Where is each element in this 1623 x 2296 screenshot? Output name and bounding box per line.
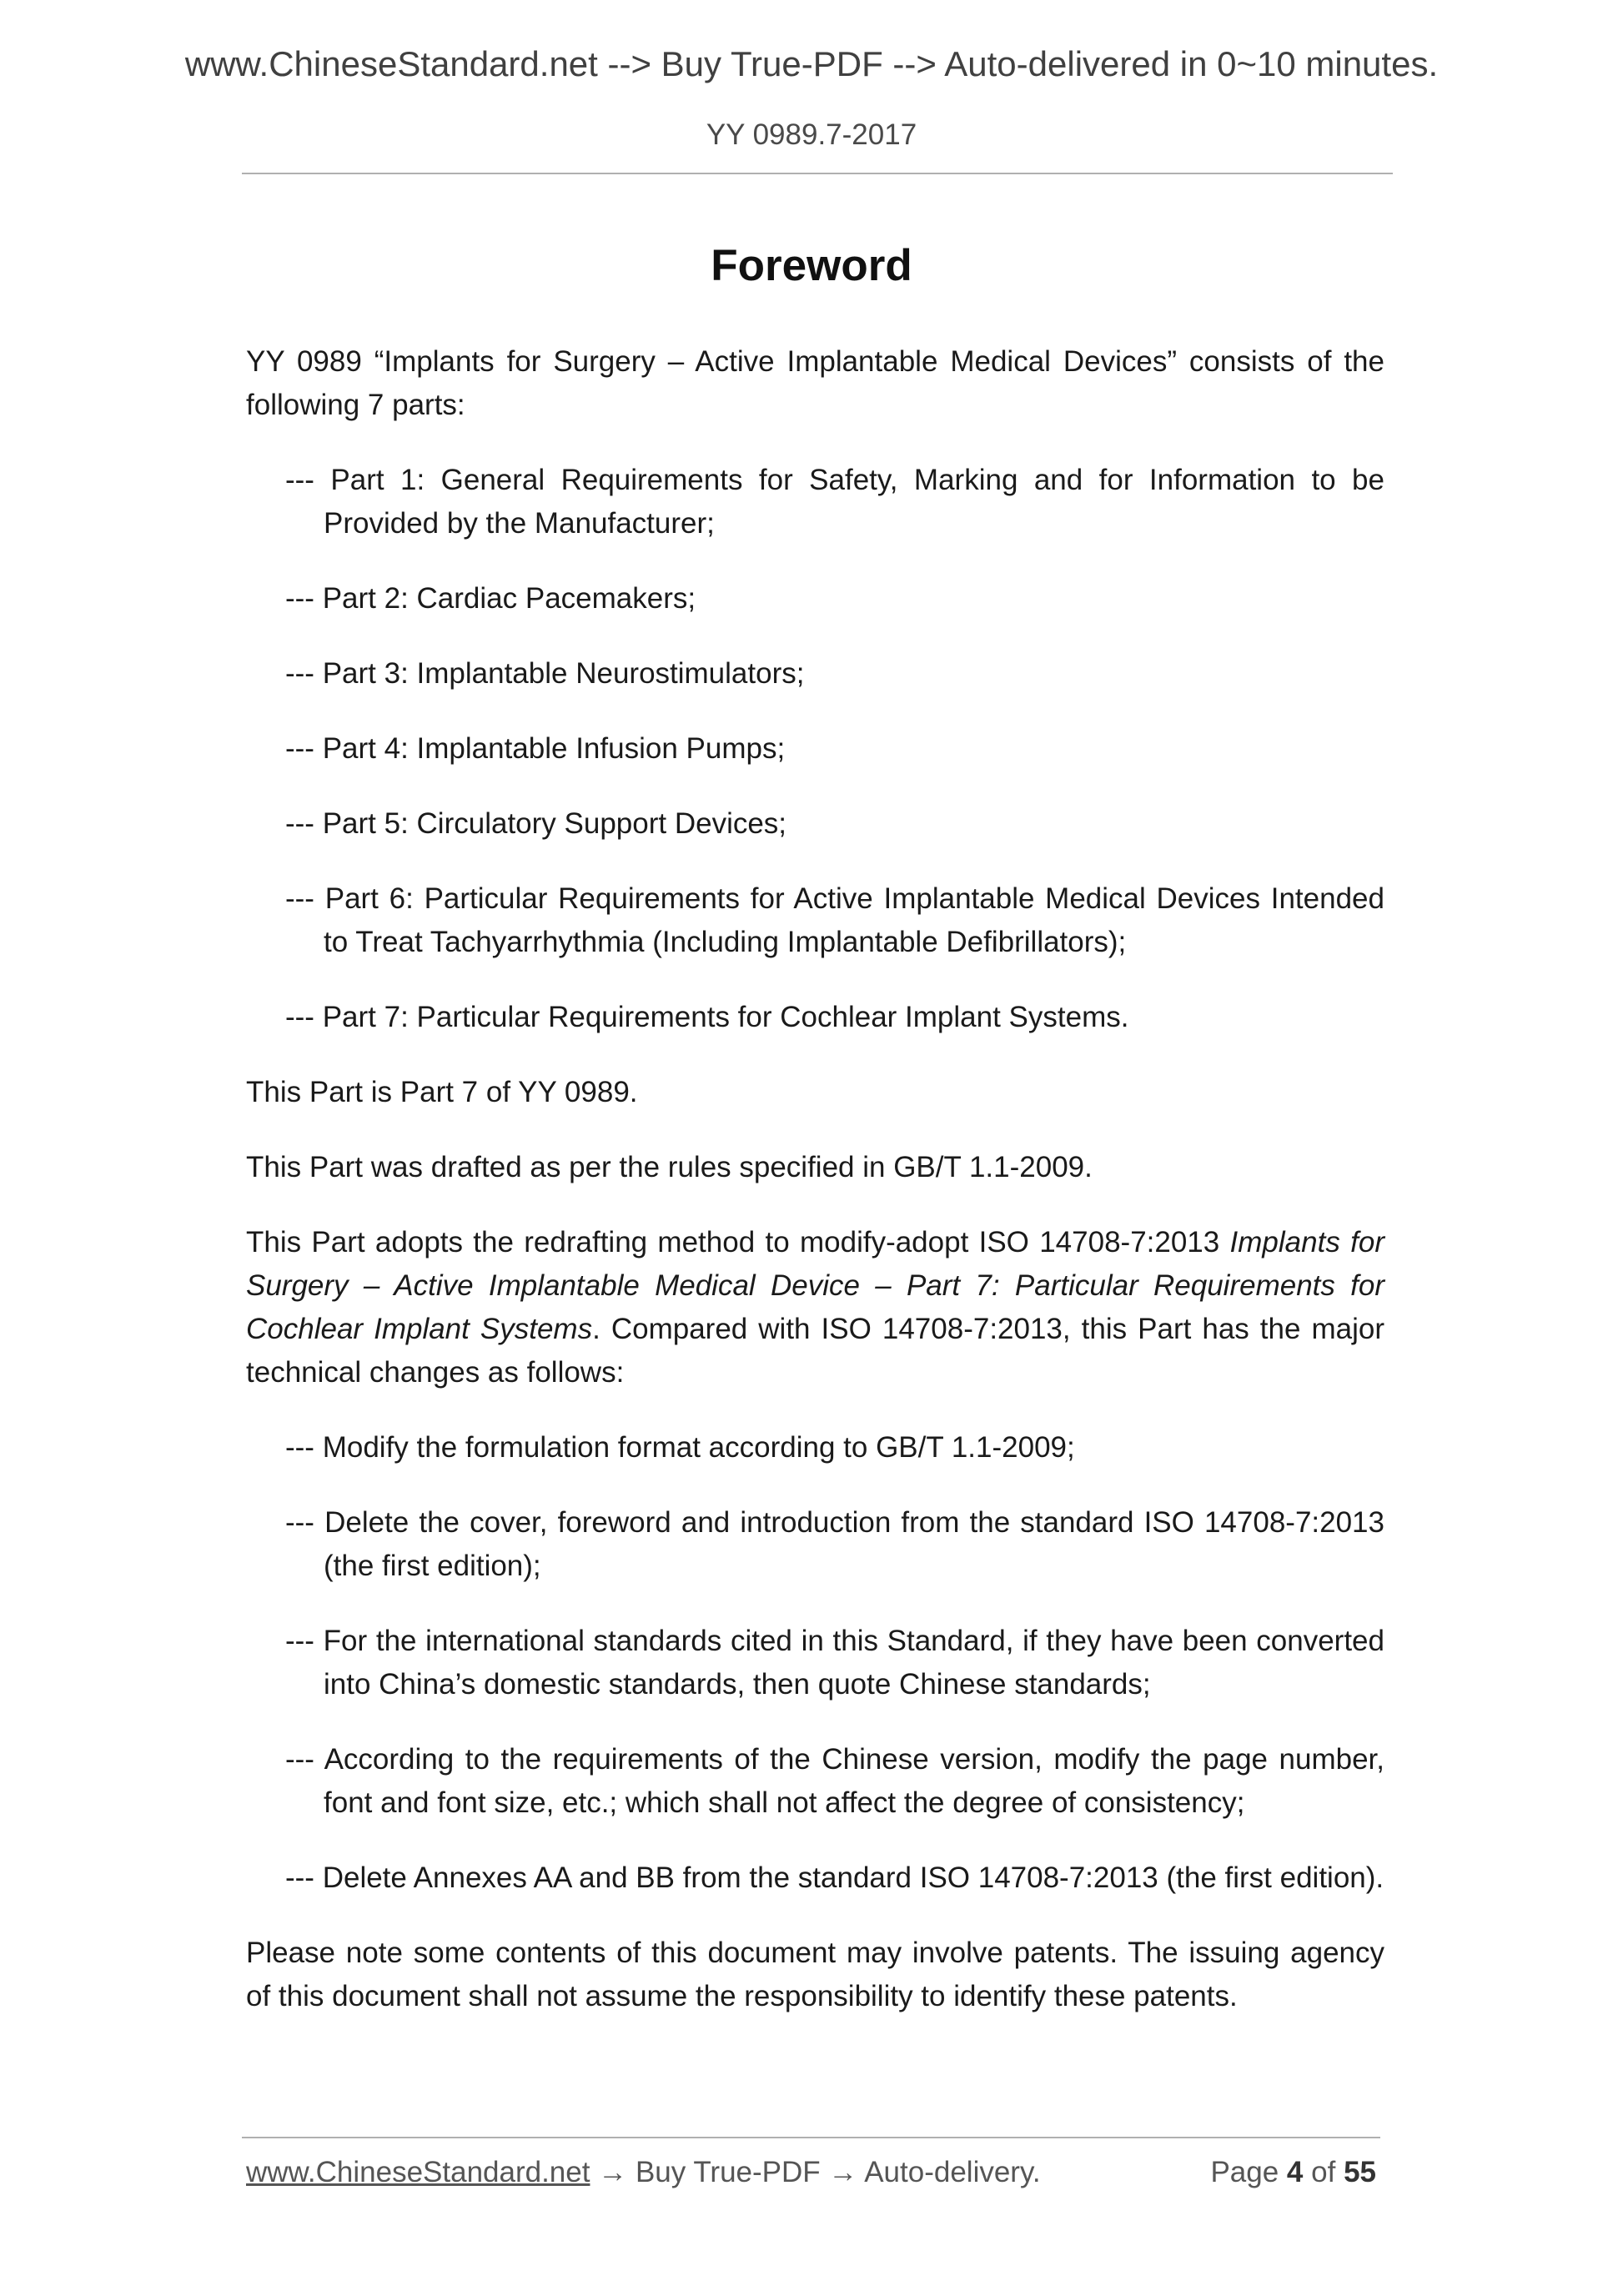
change-text: Delete Annexes AA and BB from the standard ISO 14708-7:2013 (the first edition). <box>322 1861 1384 1894</box>
list-item <box>246 1501 1384 1588</box>
intro-paragraph: YY 0989 “Implants for Surgery – Active Implantable Medical Devices” consists of the following 7 parts: <box>246 345 1384 421</box>
part-text: Part 1: General Requirements for Safety, Marking and for Information to be Provided by the Manufacturer; <box>324 464 1384 540</box>
part-text: Part 2: Cardiac Pacemakers; <box>322 582 696 615</box>
list-marker: --- <box>285 1001 314 1033</box>
page-label: Page <box>1210 2156 1279 2188</box>
footer-divider <box>242 2137 1380 2138</box>
list-item <box>246 577 1384 620</box>
change-text: According to the requirements of the Chinese version, modify the page number, font and font size, etc.; which shall not affect the degree of consistency; <box>324 1743 1384 1819</box>
list-marker: --- <box>285 1625 314 1657</box>
list-marker: --- <box>285 1506 314 1539</box>
standard-code: YY 0989.7-2017 <box>706 118 917 151</box>
adoption-text-end: . Compared with ISO 14708-7:2013, this Part has the major technical changes as follows: <box>246 1313 1385 1389</box>
list-item <box>246 1856 1384 1900</box>
list-marker: --- <box>285 732 314 765</box>
part-text: Part 3: Implantable Neurostimulators; <box>322 657 805 690</box>
website-link[interactable]: www.ChineseStandard.net <box>246 2156 590 2188</box>
page-of-label: of <box>1311 2156 1336 2188</box>
list-marker: --- <box>285 1861 314 1894</box>
list-item <box>246 877 1384 964</box>
arrow-icon: → <box>828 2156 858 2188</box>
list-item <box>246 1738 1384 1825</box>
list-item <box>246 1426 1384 1470</box>
list-marker: --- <box>285 807 314 840</box>
part-text: Part 4: Implantable Infusion Pumps; <box>322 732 786 765</box>
list-item <box>246 459 1384 545</box>
top-banner: www.ChineseStandard.net --> Buy True-PDF --> Auto-delivered in 0~10 minutes. <box>184 44 1439 83</box>
arrow-icon: → <box>598 2156 628 2188</box>
list-marker: --- <box>285 464 314 496</box>
adoption-text-start: This Part adopts the redrafting method to modify-adopt ISO 14708-7:2013 <box>246 1226 1230 1259</box>
part-statement: This Part is Part 7 of YY 0989. <box>246 1076 638 1108</box>
parts-list <box>246 459 1384 1039</box>
changes-list <box>246 1426 1384 1900</box>
list-marker: --- <box>285 1743 314 1776</box>
delivery-text: Auto-delivery. <box>864 2156 1041 2188</box>
list-marker: --- <box>285 657 314 690</box>
change-text: Delete the cover, foreword and introduction from the standard ISO 14708-7:2013 (the first edition); <box>324 1506 1384 1582</box>
page-number <box>1210 2156 1376 2189</box>
list-item <box>246 1620 1384 1706</box>
total-pages: 55 <box>1344 2156 1376 2188</box>
header-divider <box>242 173 1393 174</box>
change-text: Modify the formulation format according to GB/T 1.1-2009; <box>322 1431 1075 1464</box>
page-title: Foreword <box>711 241 912 290</box>
change-text: For the international standards cited in this Standard, if they have been converted into China’s domestic standards, then quote Chinese standards; <box>323 1625 1384 1701</box>
part-text: Part 5: Circulatory Support Devices; <box>322 807 787 840</box>
list-marker: --- <box>285 1431 314 1464</box>
drafting-statement: This Part was drafted as per the rules specified in GB/T 1.1-2009. <box>246 1151 1093 1183</box>
list-item <box>246 727 1384 771</box>
part-text: Part 6: Particular Requirements for Active Implantable Medical Devices Intended to Treat Tachyarrhythmia (Including Implantable Defibrillators); <box>324 882 1384 958</box>
list-marker: --- <box>285 882 314 915</box>
list-marker: --- <box>285 582 314 615</box>
current-page: 4 <box>1286 2156 1304 2188</box>
footer-promo <box>246 2156 1041 2189</box>
adoption-paragraph <box>246 1221 1384 1394</box>
foreword-body <box>246 340 1384 2018</box>
list-item <box>246 802 1384 846</box>
patents-paragraph: Please note some contents of this document may involve patents. The issuing agency of this document shall not assume the responsibility to identify these patents. <box>246 1937 1384 2012</box>
buy-text: Buy True-PDF <box>635 2156 821 2188</box>
part-text: Part 7: Particular Requirements for Cochlear Implant Systems. <box>322 1001 1129 1033</box>
list-item <box>246 652 1384 696</box>
adopted-standard-title: Implants for Surgery – Active Implantable Medical Device – Part 7: Particular Requirements for Cochlear Implant Systems <box>246 1226 1384 1345</box>
list-item <box>246 996 1384 1039</box>
